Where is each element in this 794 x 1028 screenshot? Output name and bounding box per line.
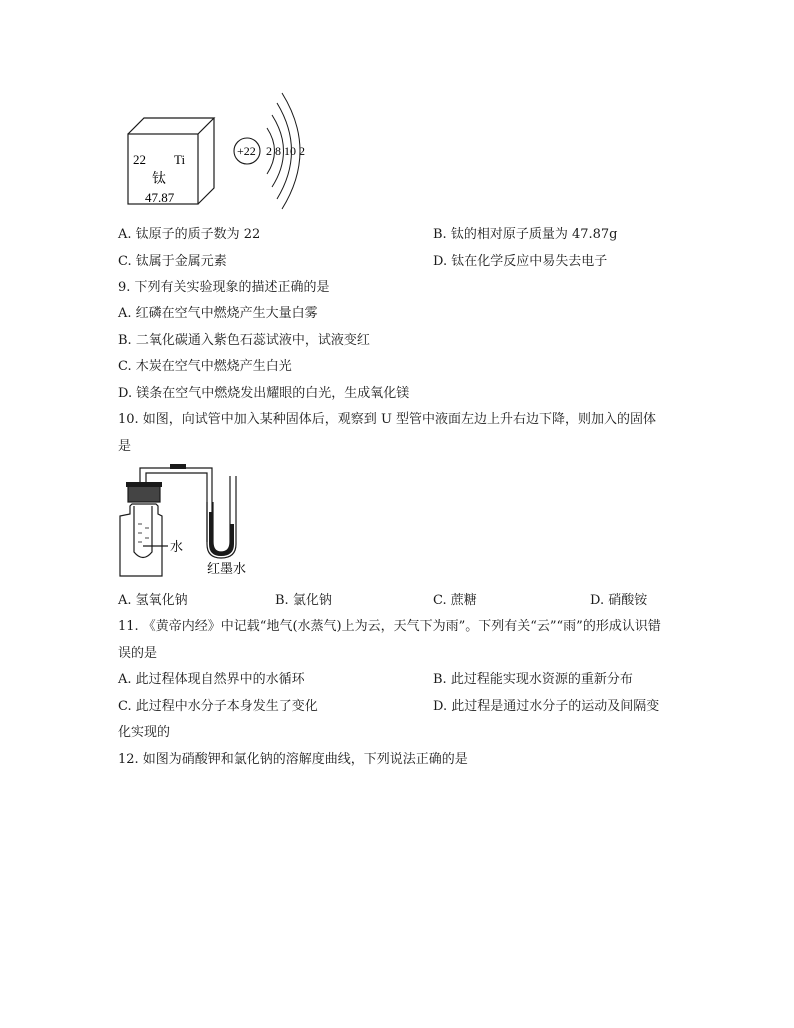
q11-stem-line2: 误的是 (118, 646, 158, 661)
titanium-figure (120, 88, 320, 213)
q12-stem: 12. 如图为硝酸钾和氯化钠的溶解度曲线，下列说法正确的是 (118, 752, 468, 767)
q9-option-b: B. 二氧化碳通入紫色石蕊试液中，试液变红 (118, 333, 370, 348)
q10-option-c: C. 蔗糖 (433, 593, 477, 608)
nucleus-charge: +22 (237, 144, 256, 158)
q11-stem-line1: 11. 《黄帝内经》中记载“地气(水蒸气)上为云，天气下为雨”。下列有关“云”“雨”的形成认识错 (118, 619, 661, 634)
connecting-tube (140, 468, 212, 542)
q8-option-a: A. 钛原子的质子数为 22 (118, 227, 261, 242)
q11-option-d-line1: D. 此过程是通过水分子的运动及间隔变 (433, 699, 660, 714)
red-ink-label: 红墨水 (207, 562, 247, 577)
q11-option-d-line2: 化实现的 (118, 725, 171, 740)
q11-option-b: B. 此过程能实现水资源的重新分布 (433, 672, 633, 687)
element-name: 钛 (152, 171, 166, 187)
q10-stem-line1: 10. 如图，向试管中加入某种固体后，观察到 U 型管中液面左边上升右边下降，则加入的固体 (118, 412, 657, 427)
q8-option-c: C. 钛属于金属元素 (118, 254, 227, 269)
q9-option-d: D. 镁条在空气中燃烧发出耀眼的白光，生成氧化镁 (118, 386, 410, 401)
atomic-mass: 47.87 (145, 190, 175, 205)
electron-shells-numbers: 2 8 10 2 (266, 144, 305, 158)
q11-option-c: C. 此过程中水分子本身发生了变化 (118, 699, 318, 714)
q11-option-a: A. 此过程体现自然界中的水循环 (118, 672, 305, 687)
bottle (120, 504, 162, 576)
q10-option-b: B. 氯化钠 (275, 593, 332, 608)
test-tube (134, 506, 152, 558)
q8-option-d: D. 钛在化学反应中易失去电子 (433, 254, 608, 269)
q9-option-c: C. 木炭在空气中燃烧产生白光 (118, 359, 292, 374)
water-label: 水 (170, 540, 184, 555)
element-symbol: Ti (174, 152, 186, 167)
atomic-number: 22 (133, 152, 146, 167)
q9-option-a: A. 红磷在空气中燃烧产生大量白雾 (118, 306, 318, 321)
q9-stem: 9. 下列有关实验现象的描述正确的是 (118, 280, 330, 295)
u-tube-apparatus-figure (112, 462, 262, 582)
q10-stem-line2: 是 (118, 439, 132, 454)
q10-option-d: D. 硝酸铵 (590, 593, 648, 608)
stopper (128, 486, 160, 502)
q10-option-a: A. 氢氧化钠 (118, 593, 188, 608)
q8-option-b: B. 钛的相对原子质量为 47.87g (433, 227, 618, 242)
water-in-tube (138, 524, 149, 542)
